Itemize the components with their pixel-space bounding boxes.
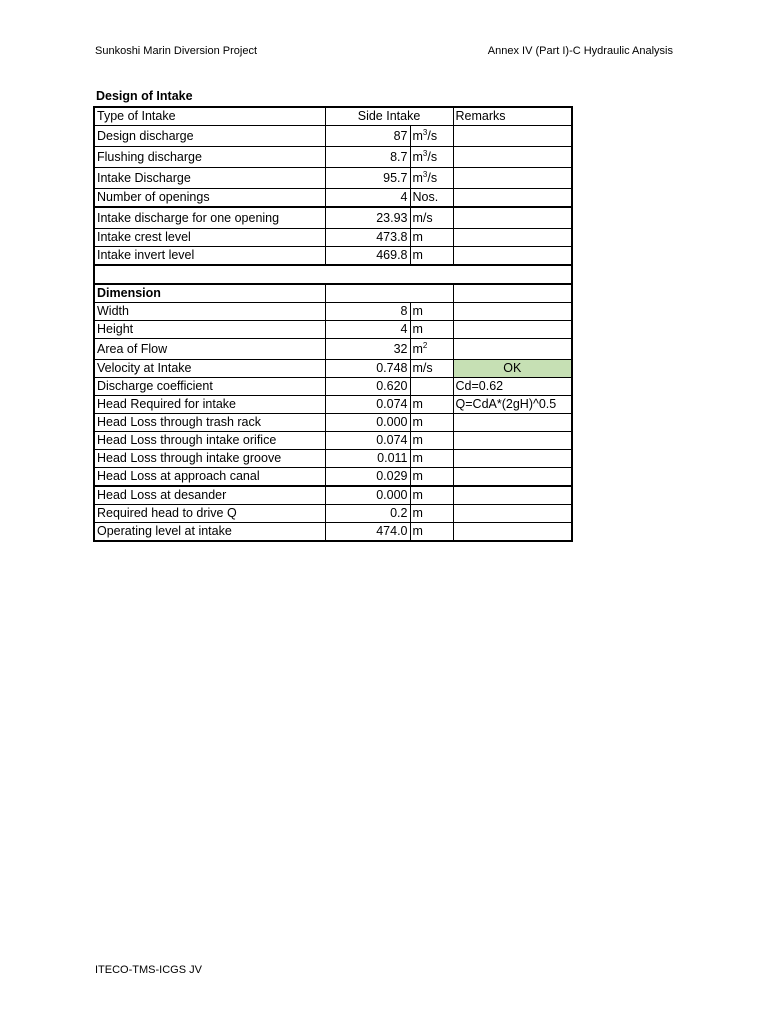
unit-base: m xyxy=(412,524,423,538)
table-row xyxy=(94,321,572,339)
unit-base: m/s xyxy=(412,361,433,375)
row-remark: Q=CdA*(2gH)^0.5 xyxy=(453,396,572,414)
header-project-name: Sunkoshi Marin Diversion Project xyxy=(95,45,258,57)
unit-superscript: 2 xyxy=(422,341,428,350)
row-label: Number of openings xyxy=(94,189,325,208)
row-unit xyxy=(410,360,453,378)
row-unit xyxy=(410,396,453,414)
row-value: 4 xyxy=(325,189,410,208)
dimension-header-row xyxy=(94,284,572,303)
row-remark xyxy=(453,303,572,321)
row-value: 95.7 xyxy=(325,168,410,189)
unit-base: Nos. xyxy=(412,190,439,204)
row-label: Head Loss through intake orifice xyxy=(94,432,325,450)
header-value-cell: Side Intake xyxy=(325,107,453,126)
table-row xyxy=(94,207,572,229)
row-remark xyxy=(453,339,572,360)
row-remark xyxy=(453,414,572,432)
row-value: 469.8 xyxy=(325,247,410,266)
row-remark xyxy=(453,247,572,266)
row-unit xyxy=(410,468,453,487)
separator-row xyxy=(94,265,572,284)
row-value: 4 xyxy=(325,321,410,339)
unit-tail: /s xyxy=(427,150,438,164)
row-label: Intake Discharge xyxy=(94,168,325,189)
row-unit xyxy=(410,126,453,147)
table-row xyxy=(94,523,572,542)
row-label: Flushing discharge xyxy=(94,147,325,168)
row-label: Area of Flow xyxy=(94,339,325,360)
row-label: Operating level at intake xyxy=(94,523,325,542)
row-unit xyxy=(410,505,453,523)
row-value: 87 xyxy=(325,126,410,147)
row-unit xyxy=(410,168,453,189)
row-remark xyxy=(453,321,572,339)
table-row xyxy=(94,450,572,468)
header-annex-title: Annex IV (Part I)-C Hydraulic Analysis xyxy=(487,45,673,57)
table-header-row xyxy=(94,107,572,126)
header-remarks-cell: Remarks xyxy=(453,107,572,126)
unit-base: m xyxy=(412,415,423,429)
unit-base: m xyxy=(412,129,423,143)
table-row xyxy=(94,147,572,168)
dimension-title: Dimension xyxy=(94,284,325,303)
unit-base: m xyxy=(412,506,423,520)
row-remark xyxy=(453,126,572,147)
row-unit xyxy=(410,321,453,339)
row-unit xyxy=(410,523,453,542)
unit-base: m xyxy=(412,451,423,465)
row-remark xyxy=(453,168,572,189)
unit-base: m xyxy=(412,150,423,164)
row-remark xyxy=(453,523,572,542)
row-value: 0.2 xyxy=(325,505,410,523)
row-label: Head Loss through intake groove xyxy=(94,450,325,468)
row-label: Head Loss at approach canal xyxy=(94,468,325,487)
row-value: 8 xyxy=(325,303,410,321)
row-remark xyxy=(453,207,572,229)
row-unit xyxy=(410,247,453,266)
row-value: 0.620 xyxy=(325,378,410,396)
row-label: Discharge coefficient xyxy=(94,378,325,396)
row-value: 0.748 xyxy=(325,360,410,378)
unit-tail: /s xyxy=(427,129,438,143)
row-value: 32 xyxy=(325,339,410,360)
empty-cell xyxy=(325,284,453,303)
table-row xyxy=(94,168,572,189)
row-label: Width xyxy=(94,303,325,321)
unit-base: m xyxy=(412,171,423,185)
row-label: Head Loss through trash rack xyxy=(94,414,325,432)
row-label: Intake discharge for one opening xyxy=(94,207,325,229)
table-row xyxy=(94,360,572,378)
row-remark: Cd=0.62 xyxy=(453,378,572,396)
row-label: Head Required for intake xyxy=(94,396,325,414)
table-row xyxy=(94,339,572,360)
row-value: 473.8 xyxy=(325,229,410,247)
separator-cell xyxy=(94,265,572,284)
table-row xyxy=(94,432,572,450)
row-value: 0.074 xyxy=(325,396,410,414)
unit-base: m xyxy=(412,433,423,447)
row-unit xyxy=(410,486,453,505)
row-remark xyxy=(453,147,572,168)
header-label-cell: Type of Intake xyxy=(94,107,325,126)
row-unit xyxy=(410,450,453,468)
row-label: Height xyxy=(94,321,325,339)
row-remark xyxy=(453,432,572,450)
row-unit xyxy=(410,229,453,247)
row-label: Intake crest level xyxy=(94,229,325,247)
row-remark xyxy=(453,505,572,523)
status-ok-badge: OK xyxy=(453,360,572,378)
table-row xyxy=(94,189,572,208)
table-row xyxy=(94,486,572,505)
row-value: 474.0 xyxy=(325,523,410,542)
table-row xyxy=(94,126,572,147)
row-unit xyxy=(410,378,453,396)
row-unit xyxy=(410,432,453,450)
row-value: 0.011 xyxy=(325,450,410,468)
row-value: 0.000 xyxy=(325,414,410,432)
row-label: Intake invert level xyxy=(94,247,325,266)
unit-superscript: 3 xyxy=(422,128,428,137)
row-remark xyxy=(453,450,572,468)
row-value: 8.7 xyxy=(325,147,410,168)
row-unit xyxy=(410,189,453,208)
intake-design-table xyxy=(93,106,573,542)
table-row xyxy=(94,229,572,247)
row-label: Velocity at Intake xyxy=(94,360,325,378)
unit-base: m/s xyxy=(412,211,433,225)
footer-company: ITECO-TMS-ICGS JV xyxy=(95,964,202,976)
unit-base: m xyxy=(412,248,423,262)
unit-tail: /s xyxy=(427,171,438,185)
row-label: Head Loss at desander xyxy=(94,486,325,505)
unit-base: m xyxy=(412,322,423,336)
unit-base: m xyxy=(412,342,423,356)
unit-base: m xyxy=(412,304,423,318)
row-label: Required head to drive Q xyxy=(94,505,325,523)
row-value: 23.93 xyxy=(325,207,410,229)
unit-base: m xyxy=(412,397,423,411)
row-unit xyxy=(410,147,453,168)
row-value: 0.000 xyxy=(325,486,410,505)
row-unit xyxy=(410,414,453,432)
table-row xyxy=(94,396,572,414)
row-value: 0.029 xyxy=(325,468,410,487)
unit-base: m xyxy=(412,488,423,502)
table-row xyxy=(94,247,572,266)
row-unit xyxy=(410,207,453,229)
table-row xyxy=(94,378,572,396)
row-remark xyxy=(453,189,572,208)
row-value: 0.074 xyxy=(325,432,410,450)
row-unit xyxy=(410,303,453,321)
row-unit xyxy=(410,339,453,360)
table-row xyxy=(94,468,572,487)
unit-base: m xyxy=(412,469,423,483)
unit-superscript: 3 xyxy=(422,170,428,179)
row-remark xyxy=(453,468,572,487)
table-row xyxy=(94,303,572,321)
row-label: Design discharge xyxy=(94,126,325,147)
unit-base: m xyxy=(412,230,423,244)
row-remark xyxy=(453,229,572,247)
row-remark xyxy=(453,486,572,505)
empty-cell xyxy=(453,284,572,303)
unit-superscript: 3 xyxy=(422,149,428,158)
section-title: Design of Intake xyxy=(96,89,193,103)
table-row xyxy=(94,505,572,523)
table-row xyxy=(94,414,572,432)
